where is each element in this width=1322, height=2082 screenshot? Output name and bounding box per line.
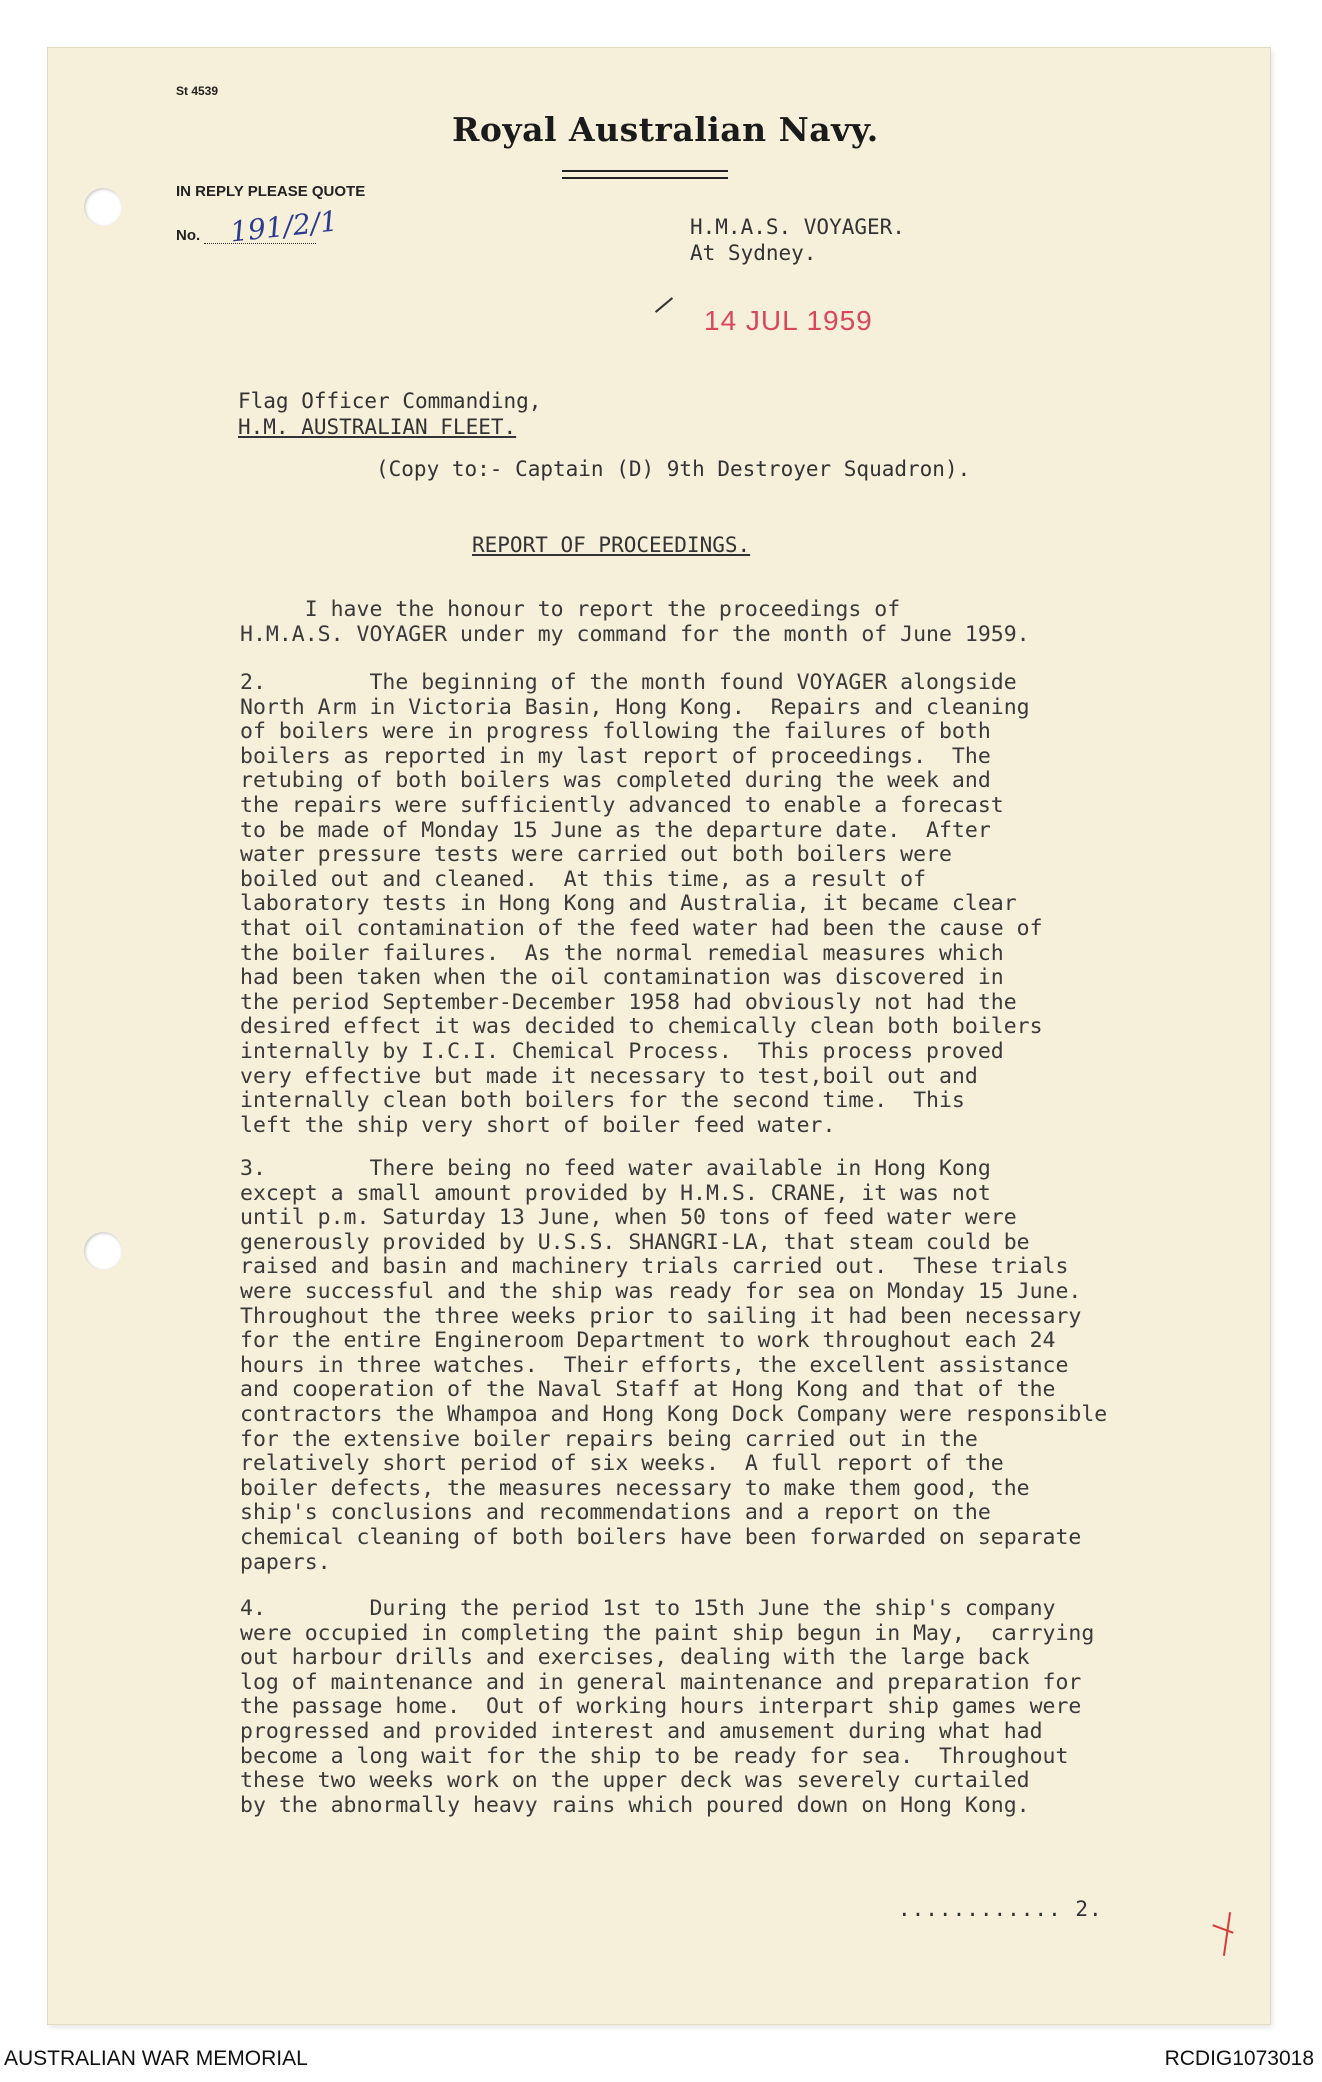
paragraph-line: retubing of both boilers was completed during the week and (240, 768, 991, 794)
ref-number-handwritten: 191/2/1 (228, 204, 340, 249)
paragraph-line: the period September-December 1958 had obviously not had the (240, 989, 1017, 1015)
ref-label: No. (176, 227, 201, 244)
paragraph-line: and cooperation of the Naval Staff at Hong Kong and that of the (240, 1377, 1056, 1403)
paragraph-line: laboratory tests in Hong Kong and Australia, it became clear (240, 891, 1017, 917)
paragraph-line: H.M.A.S. VOYAGER under my command for the month of June 1959. (240, 621, 1030, 647)
ship-name: H.M.A.S. VOYAGER. (690, 215, 905, 239)
addressee-line-2: H.M. AUSTRALIAN FLEET. (238, 415, 517, 439)
continuation-marker: ............ 2. (898, 1897, 1103, 1921)
paragraph-line: left the ship very short of boiler feed water. (240, 1112, 836, 1138)
paragraph-line: the boiler failures. As the normal remedial measures which (240, 940, 1004, 966)
letterhead: Royal Australian Navy. (452, 110, 879, 149)
paragraph-line: boiled out and cleaned. At this time, as a result of (240, 866, 927, 892)
reply-label: IN REPLY PLEASE QUOTE (176, 183, 366, 200)
addressee (238, 388, 541, 440)
paragraph-line: log of maintenance and in general maintenance and preparation for (240, 1669, 1082, 1695)
report-heading: REPORT OF PROCEEDINGS. (472, 533, 751, 557)
paragraph-line: internally clean both boilers for the second time. This (240, 1088, 965, 1114)
paragraph-line: North Arm in Victoria Basin, Hong Kong. Repairs and cleaning (240, 694, 1030, 720)
punch-hole-top (84, 188, 122, 226)
paragraph-line: relatively short period of six weeks. A full report of the (240, 1451, 1004, 1477)
paragraph-line: for the entire Engineroom Department to work throughout each 24 (240, 1328, 1056, 1354)
addressee-line-1: Flag Officer Commanding, (238, 389, 542, 413)
form-number: St 4539 (176, 84, 219, 98)
punch-hole-bottom (84, 1232, 122, 1270)
paragraph-line: boilers as reported in my last report of proceedings. The (240, 743, 991, 769)
paragraph-line: water pressure tests were carried out both boilers were (240, 842, 952, 868)
paragraph-line: by the abnormally heavy rains which poured down on Hong Kong. (240, 1792, 1030, 1818)
letterhead-rule (562, 170, 728, 172)
paragraph-line: raised and basin and machinery trials carried out. These trials (240, 1254, 1069, 1280)
letterhead-rule-double (562, 177, 728, 179)
paragraph-line: contractors the Whampoa and Hong Kong Dock Company were responsible (240, 1401, 1108, 1427)
paragraph-line: 4. During the period 1st to 15th June the ship's company (240, 1596, 1056, 1621)
paragraph-line: chemical cleaning of both boilers have been forwarded on separate (240, 1524, 1082, 1550)
paragraph-line: 3. There being no feed water available in Hong Kong (240, 1156, 991, 1181)
paragraph-line: until p.m. Saturday 13 June, when 50 tons of feed water were (240, 1205, 1017, 1231)
paragraph-line: generously provided by U.S.S. SHANGRI-LA, that steam could be (240, 1229, 1030, 1255)
paragraph-line: these two weeks work on the upper deck was severely curtailed (240, 1768, 1030, 1794)
paragraph-line: were occupied in completing the paint ship begun in May, carrying (240, 1620, 1095, 1646)
paragraph-line: very effective but made it necessary to test,boil out and (240, 1063, 978, 1089)
paragraph-line: I have the honour to report the proceedings of (240, 597, 901, 622)
paragraph-line: ship's conclusions and recommendations and a report on the (240, 1500, 991, 1526)
ship-place: At Sydney. (690, 241, 817, 265)
paragraph-line: for the extensive boiler repairs being carried out in the (240, 1426, 978, 1452)
paragraph-line: internally by I.C.I. Chemical Process. This process proved (240, 1038, 1004, 1064)
paragraph-line: hours in three watches. Their efforts, the excellent assistance (240, 1352, 1069, 1378)
ship-location (690, 214, 905, 266)
footer-archive-name: AUSTRALIAN WAR MEMORIAL (4, 2047, 308, 2070)
date-stamp: 14 JUL 1959 (704, 305, 873, 336)
paragraph-line: the repairs were sufficiently advanced to enable a forecast (240, 792, 1004, 818)
paragraph-line: were successful and the ship was ready for sea on Monday 15 June. (240, 1278, 1082, 1304)
paragraph-2 (240, 671, 1200, 1138)
paragraph-4 (240, 1597, 1200, 1818)
paragraph-line: that oil contamination of the feed water had been the cause of (240, 915, 1043, 941)
paragraph-1 (240, 598, 1200, 647)
paragraph-line: boiler defects, the measures necessary to make them good, the (240, 1475, 1030, 1501)
paragraph-line: papers. (240, 1549, 331, 1575)
paragraph-line: out harbour drills and exercises, dealing with the large back (240, 1645, 1030, 1671)
paragraph-line: the passage home. Out of working hours interpart ship games were (240, 1694, 1082, 1720)
copy-to: (Copy to:- Captain (D) 9th Destroyer Squadron). (376, 457, 971, 481)
paragraph-line: Throughout the three weeks prior to sailing it had been necessary (240, 1303, 1082, 1329)
paragraph-line: 2. The beginning of the month found VOYAGER alongside (240, 670, 1017, 695)
paragraph-line: progressed and provided interest and amusement during what had (240, 1718, 1043, 1744)
paragraph-line: to be made of Monday 15 June as the departure date. After (240, 817, 991, 843)
paragraph-line: had been taken when the oil contamination was discovered in (240, 965, 1004, 991)
paragraph-line: become a long wait for the ship to be ready for sea. Throughout (240, 1743, 1069, 1769)
paragraph-3 (240, 1157, 1200, 1575)
paragraph-line: except a small amount provided by H.M.S. CRANE, it was not (240, 1180, 991, 1206)
footer-record-id: RCDIG1073018 (1164, 2047, 1314, 2070)
paragraph-line: desired effect it was decided to chemically clean both boilers (240, 1014, 1043, 1040)
paragraph-line: of boilers were in progress following the failures of both (240, 719, 991, 745)
